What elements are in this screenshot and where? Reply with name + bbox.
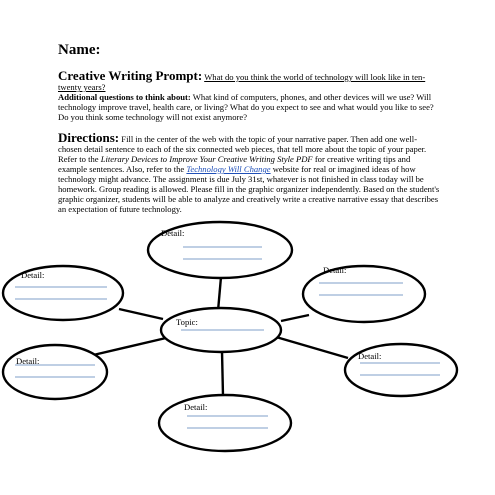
literary-devices-reference: Literary Devices to Improve Your Creative Writing Style PDF: [100, 154, 313, 164]
additional-questions-label: Additional questions to think about:: [58, 92, 191, 102]
connector-lower-right: [276, 337, 348, 358]
detail-label-upper-right: Detail:: [323, 265, 347, 275]
directions-text-2: for creative writing tips and example sentences. Also, refer to the: [58, 154, 411, 174]
technology-will-change-link[interactable]: Technology Will Change: [186, 164, 271, 174]
topic-label: Topic:: [176, 317, 198, 327]
directions-text-1: Fill in the center of the web with the topic of your narrative paper. Then add one well-chosen detail sentence to each of the six connected web pieces, that tell more about the topic of your paper. Refer to the: [58, 134, 427, 164]
connector-upper-left: [119, 309, 163, 319]
connector-top: [218, 277, 221, 311]
detail-label-upper-left: Detail:: [21, 270, 45, 280]
prompt-question: What do you think the world of technology will look like in ten-twenty years?: [58, 72, 426, 92]
directions-heading: Directions:: [58, 130, 120, 145]
connector-lower-left: [89, 338, 166, 356]
detail-ellipse-bottom: [159, 395, 291, 451]
detail-label-bottom: Detail:: [184, 402, 208, 412]
directions-text-3: website for real or imagined ideas of how technology might advance. The assignment is due July 31st, whatever is not finished in class today will be homework. Group reading is allowed. Please fill in the graphic organizer independently. Based on the student's graphic organizer, students will be able to analyze and creatively write a creative narrative essay that describes an expectation of future technology.: [58, 164, 440, 214]
connector-bottom: [222, 351, 223, 396]
name-label: Name:: [58, 42, 101, 58]
detail-label-top: Detail:: [161, 228, 185, 238]
additional-questions-text: What kind of computers, phones, and other devices will we use? Will technology improve travel, health care, or living? What do you expect to see and what would you like to see? Do you think some technology will not exist anymore?: [58, 92, 434, 122]
detail-label-lower-right: Detail:: [358, 351, 382, 361]
prompt-heading: Creative Writing Prompt:: [58, 68, 203, 83]
detail-label-lower-left: Detail:: [16, 356, 40, 366]
detail-ellipse-upper-right: [303, 266, 425, 322]
connector-upper-right: [281, 315, 309, 321]
detail-ellipse-lower-left: [3, 345, 107, 399]
